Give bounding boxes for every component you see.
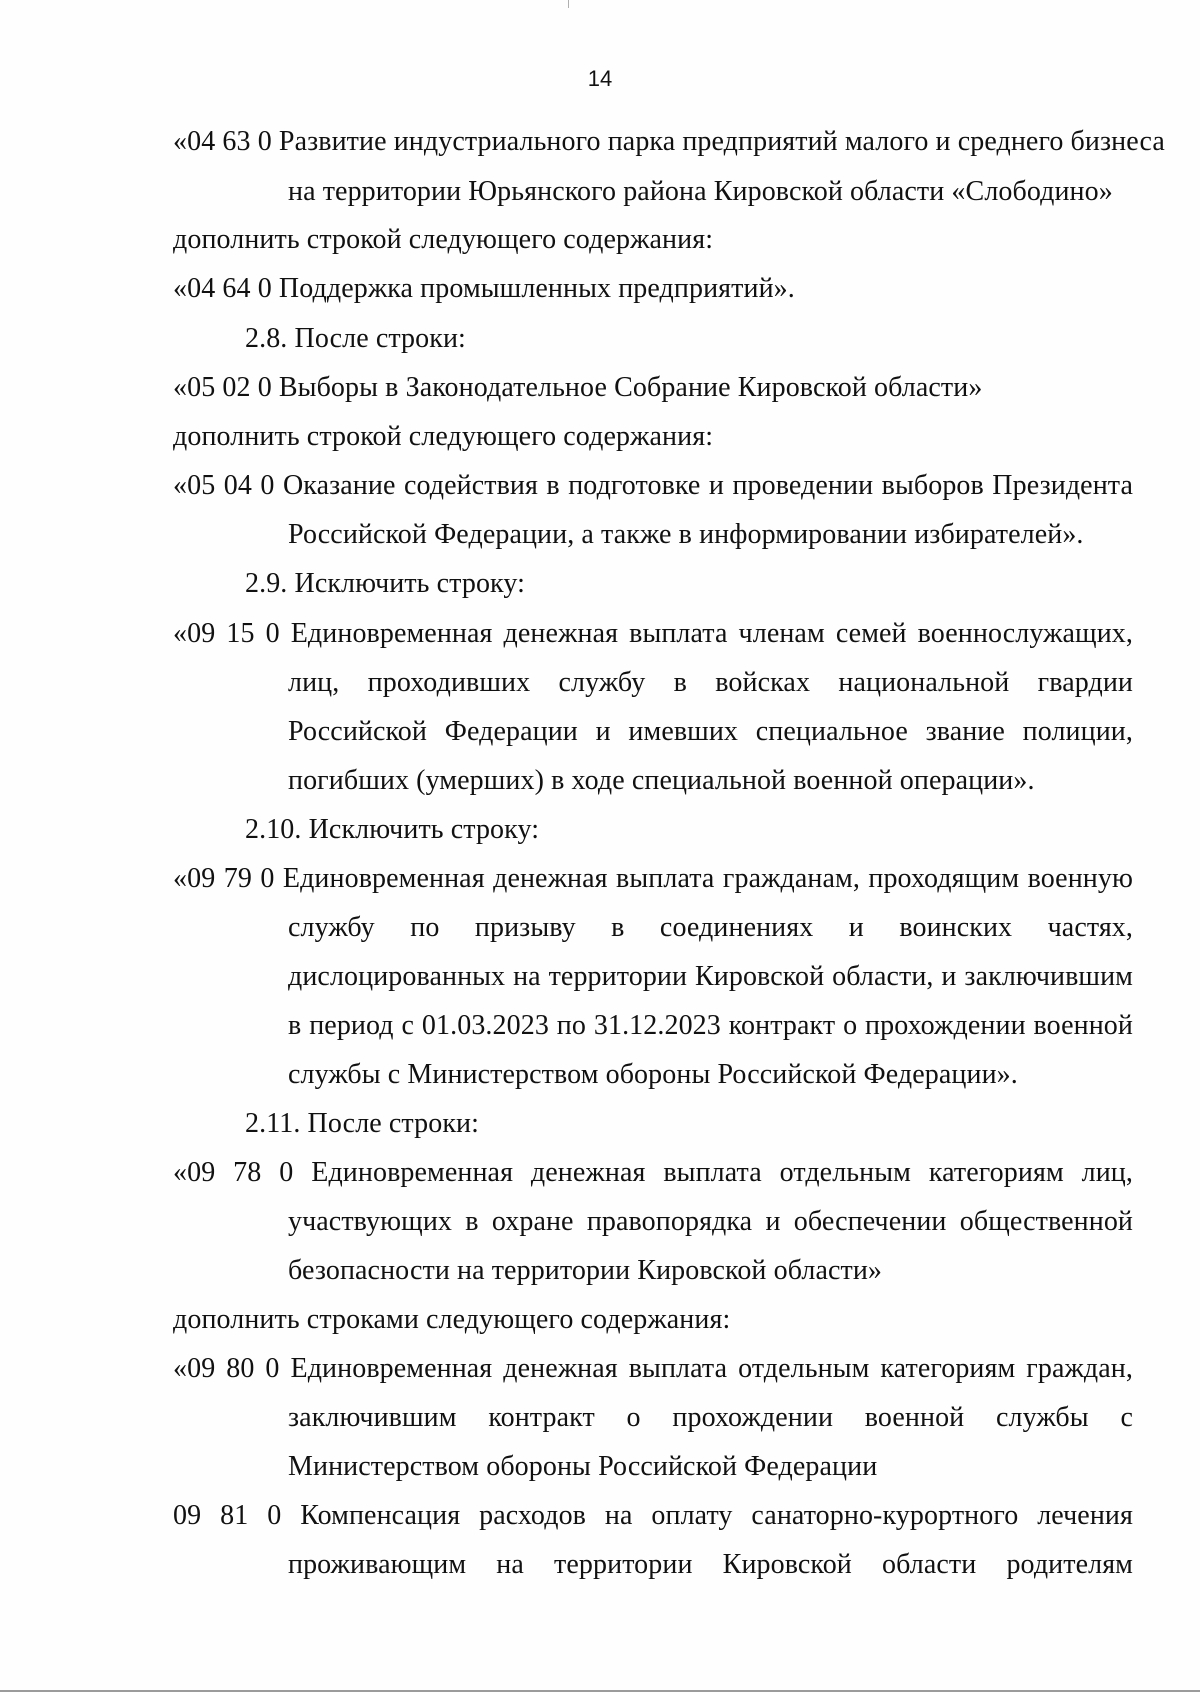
text-line: «09 78 0 Единовременная денежная выплата отдельным категориям лиц, [173, 1157, 1133, 1188]
text-line: дополнить строкой следующего содержания: [173, 224, 714, 255]
text-line: на территории Юрьянского района Кировской области «Слободино» [288, 176, 1113, 207]
text-line: «09 15 0 Единовременная денежная выплата членам семей военнослужащих, [173, 618, 1133, 649]
text-line: «05 04 0 Оказание содействия в подготовке и проведении выборов Президента [173, 470, 1133, 501]
text-line: участвующих в охране правопорядка и обеспечении общественной [288, 1206, 1133, 1237]
text-line: проживающим на территории Кировской области родителям [288, 1549, 1133, 1580]
text-line: «09 79 0 Единовременная денежная выплата гражданам, проходящим военную [173, 863, 1133, 894]
text-line: 2.11. После строки: [245, 1108, 479, 1139]
text-line: «09 80 0 Единовременная денежная выплата отдельным категориям граждан, [173, 1353, 1133, 1384]
page-number: 14 [587, 66, 613, 91]
text-line: «04 63 0 Развитие индустриального парка предприятий малого и среднего бизнеса [173, 126, 1165, 157]
text-line: «05 02 0 Выборы в Законодательное Собрание Кировской области» [173, 372, 983, 403]
page-edge-line [0, 1690, 1200, 1692]
text-line: «04 64 0 Поддержка промышленных предприятий». [173, 273, 795, 304]
text-line: службу по призыву в соединениях и воинских частях, [288, 912, 1133, 943]
text-line: дополнить строками следующего содержания: [173, 1304, 731, 1335]
scan-mark [568, 0, 569, 8]
text-line: заключившим контракт о прохождении военной службы с [288, 1402, 1133, 1433]
text-line: погибших (умерших) в ходе специальной военной операции». [288, 765, 1035, 796]
text-line: службы с Министерством обороны Российской Федерации». [288, 1059, 1018, 1090]
text-line: лиц, проходивших службу в войсках национальной гвардии [288, 667, 1133, 698]
text-line: 2.8. После строки: [245, 323, 466, 354]
text-line: 09 81 0 Компенсация расходов на оплату санаторно-курортного лечения [173, 1500, 1133, 1531]
text-line: безопасности на территории Кировской области» [288, 1255, 883, 1286]
text-line: дополнить строкой следующего содержания: [173, 421, 714, 452]
text-line: дислоцированных на территории Кировской области, и заключившим [288, 961, 1133, 992]
text-line: 2.10. Исключить строку: [245, 814, 540, 845]
text-line: 2.9. Исключить строку: [245, 568, 525, 599]
text-line: Российской Федерации и имевших специальное звание полиции, [288, 716, 1133, 747]
text-line: в период с 01.03.2023 по 31.12.2023 контракт о прохождении военной [288, 1010, 1133, 1041]
text-line: Российской Федерации, а также в информировании избирателей». [288, 519, 1084, 550]
text-line: Министерством обороны Российской Федерации [288, 1451, 878, 1482]
